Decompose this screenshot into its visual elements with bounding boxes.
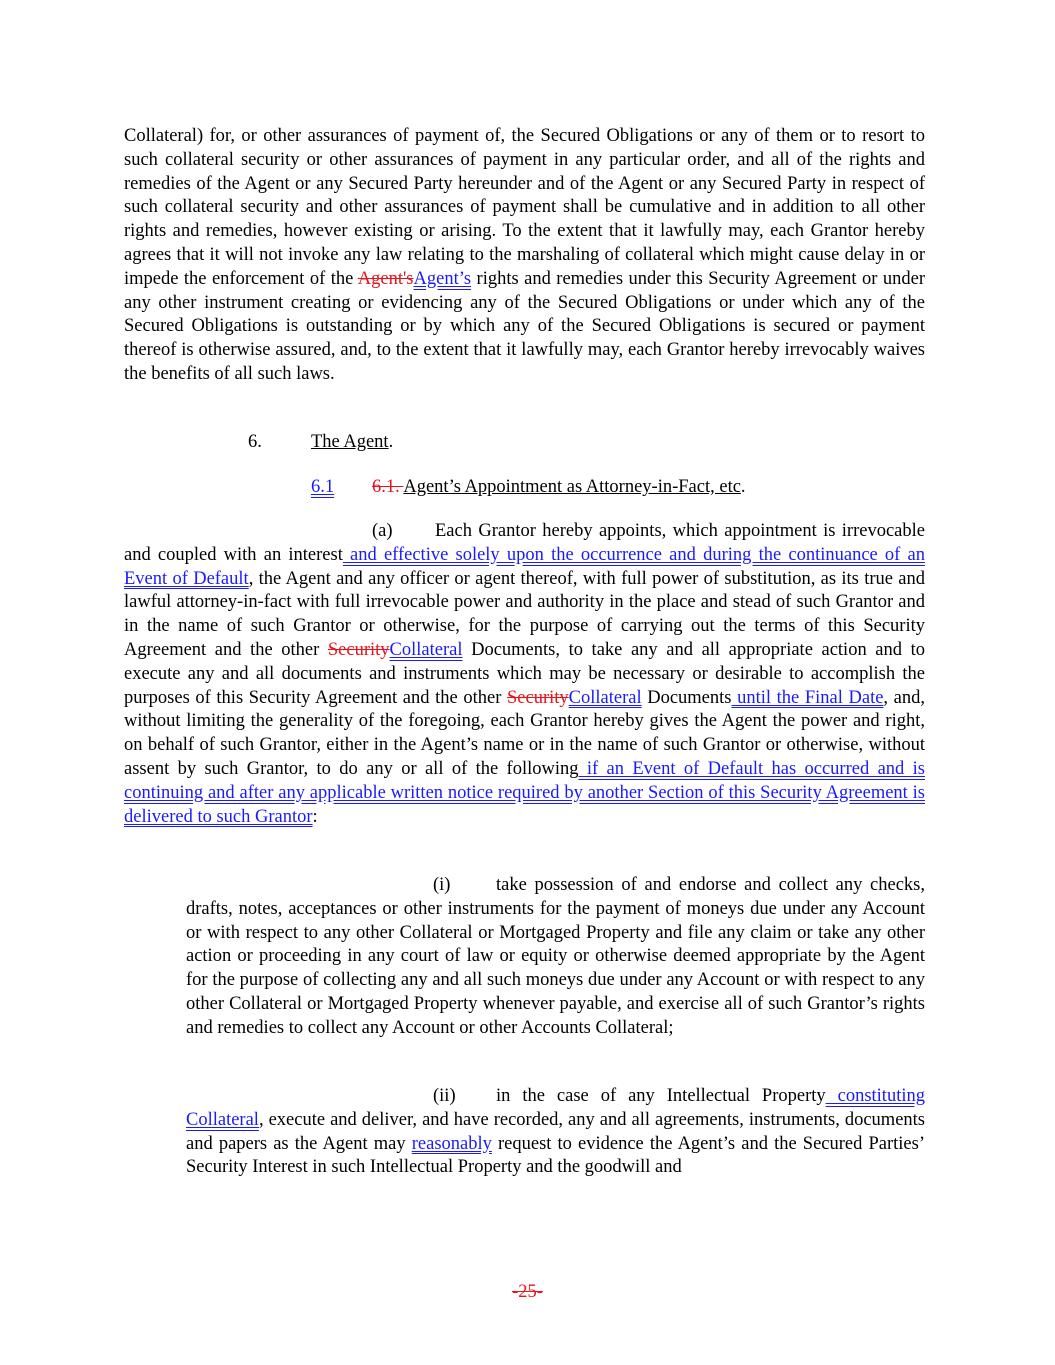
section-heading-6 — [248, 431, 848, 455]
paragraph-a-appointment — [124, 520, 925, 829]
inserted-text: reasonably — [411, 1133, 492, 1154]
section-title: The Agent — [311, 432, 389, 452]
body-text: Documents, to take any and all appropriate action and to execute any and all documents and instruments which may be necessary or desirable to accomplish the purposes of this Security Agreement and the other — [124, 639, 925, 708]
inserted-text: if an Event of Default has occurred and is continuing and after any applicable written notice required by another Section of this Security Agreement is delivered to such Grantor — [124, 758, 925, 827]
paragraph-label: (i) — [433, 875, 451, 895]
body-text: Documents — [641, 687, 732, 708]
section-heading-6-1 — [311, 476, 911, 500]
deleted-text: Security — [506, 687, 569, 708]
deleted-text: Agent's — [357, 268, 414, 289]
inserted-text: Agent’s — [413, 268, 472, 289]
subsection-title-period: . — [740, 477, 746, 497]
body-text: Collateral) for, or other assurances of payment of, the Secured Obligations or any of them or to resort to such collateral security or other assurances of payment in any particular order, and all of the rights and remedies of the Agent or any Secured Party hereunder and of the Agent or any Secured Party in respect of such collateral security and other assurances of payment shall be cumulative and in addition to all other rights and remedies, however existing or arising. To the extent that it lawfully may, each Grantor hereby agrees that it will not invoke any law relating to the marshaling of collateral which might cause delay in or impede the enforcement of the — [124, 126, 925, 289]
paragraph-label: (ii) — [433, 1086, 456, 1106]
body-text: , and, without limiting the generality of the foregoing, each Grantor hereby gives the Agent the power and right, on behalf of such Grantor, either in the Agent’s name or in the name of such Grantor or otherwise, without assent by such Grantor, to do any or all of the following — [124, 687, 925, 779]
paragraph-ii-intellectual-property — [186, 1085, 925, 1180]
body-text: rights and remedies under this Security Agreement or under any other instrument creating or evidencing any of the Secured Obligations or under which any of the Secured Obligations is outstanding or by which any of the Secured Obligations is secured or payment thereof is otherwise assured, and, to the extent that it lawfully may, each Grantor hereby irrevocably waives the benefits of all such laws. — [124, 268, 925, 384]
body-text: Each Grantor hereby appoints, which appointment is irrevocable and coupled with an interest — [124, 521, 925, 565]
inserted-text: and effective solely upon the occurrence and during the continuance of an Event of Default — [124, 544, 925, 589]
page-number: -25- — [512, 1282, 543, 1302]
paragraph-i-possession — [186, 874, 925, 1041]
body-text: take possession of and endorse and collect any checks, drafts, notes, acceptances or other instruments for the payment of moneys due under any Account or with respect to any other Collateral or Mortgaged Property and file any claim or take any other action or proceeding in any court of law or equity or otherwise deemed appropriate by the Agent for the purpose of collecting any and all such moneys due under any Account or with respect to any other Collateral or Mortgaged Property whenever payable, and exercise all of such Grantor’s rights and remedies to collect any Account or other Accounts Collateral; — [186, 875, 925, 1038]
inserted-section-number: 6.1 — [311, 477, 335, 497]
paragraph-marshaling — [124, 125, 925, 387]
paragraph-label: (a) — [372, 521, 393, 541]
body-text: request to evidence the Agent’s and the Secured Parties’ Security Interest in such Intellectual Property and the goodwill and — [186, 1133, 925, 1178]
inserted-text: constituting Collateral — [186, 1086, 925, 1130]
inserted-text: until the Final Date — [731, 687, 884, 708]
body-text: in the case of any Intellectual Property — [496, 1086, 826, 1106]
deleted-text: Security — [327, 639, 390, 660]
section-number: 6. — [248, 432, 262, 452]
inserted-text: Collateral — [389, 639, 463, 660]
body-text: : — [312, 806, 318, 827]
inserted-text: Collateral — [568, 687, 642, 708]
section-title-period: . — [388, 432, 394, 452]
body-text: , the Agent and any officer or agent thereof, with full power of substitution, as its true and lawful attorney-in-fact with full irrevocable power and authority in the place and stead of such Grantor and in the name of such Grantor or otherwise, for the purpose of carrying out the terms of this Security Agreement and the other — [124, 568, 925, 660]
body-text: , execute and deliver, and have recorded, any and all agreements, instruments, documents and papers as the Agent may — [186, 1109, 925, 1154]
subsection-title: Agent’s Appointment as Attorney-in-Fact, etc — [403, 477, 741, 497]
deleted-section-number: 6.1. — [372, 477, 404, 497]
